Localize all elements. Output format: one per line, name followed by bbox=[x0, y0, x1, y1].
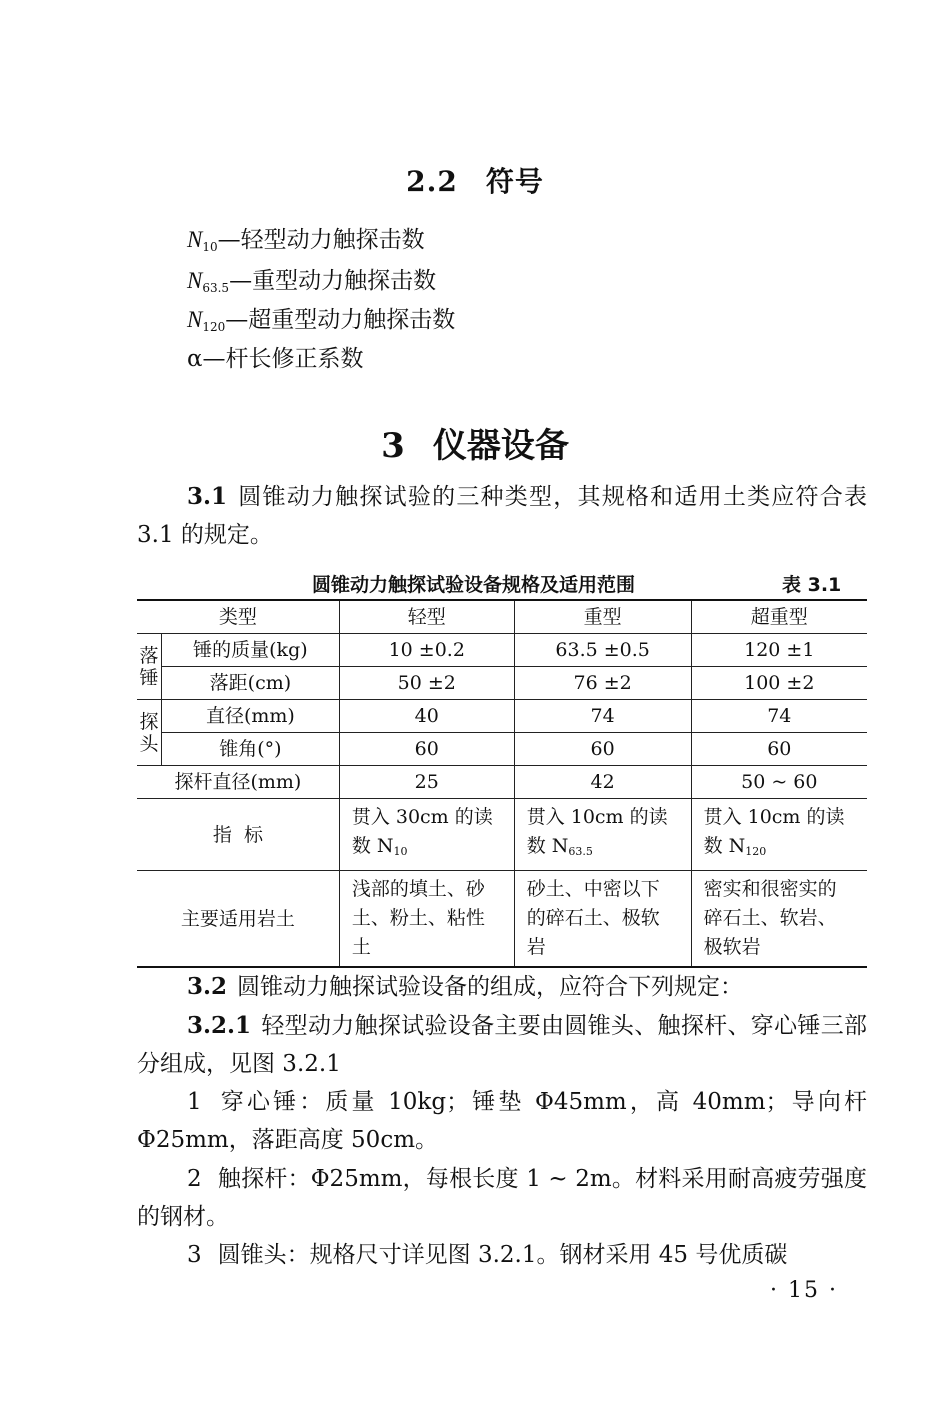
cell-text: 贯入 10cm 的读数 N bbox=[526, 806, 668, 857]
row-label: 锥角(°) bbox=[161, 733, 339, 766]
symbol-line bbox=[187, 225, 425, 262]
symbol: α bbox=[187, 346, 203, 372]
row-label: 锤的质量(kg) bbox=[161, 634, 339, 667]
row-label: 落距(cm) bbox=[161, 667, 339, 700]
cell bbox=[339, 799, 514, 871]
item-text: 穿心锤：质量 10kg；锤垫 Φ45mm，高 40mm；导向杆 Φ25mm，落距高度 50cm。 bbox=[137, 1089, 867, 1153]
cell: 25 bbox=[339, 766, 514, 799]
cell: 60 bbox=[514, 733, 691, 766]
table-header-row bbox=[137, 600, 867, 634]
section-number: 2.2 bbox=[406, 165, 458, 198]
item-text: 触探杆：Φ25mm，每根长度 1 ~ 2m。材料采用耐高疲劳强度的钢材。 bbox=[137, 1166, 867, 1230]
cell-subscript: 10 bbox=[393, 845, 408, 858]
cell: 40 bbox=[339, 700, 514, 733]
cell: 50 ~ 60 bbox=[691, 766, 867, 799]
page-number: · 15 · bbox=[770, 1278, 838, 1303]
symbol: N bbox=[187, 227, 203, 252]
chapter-title: 仪器设备 bbox=[432, 426, 569, 466]
table-row bbox=[137, 667, 867, 700]
clause-text: 圆锥动力触探试验的三种类型，其规格和适用土类应符合表 3.1 的规定。 bbox=[137, 484, 867, 548]
symbol-description: —重型动力触探击数 bbox=[229, 268, 437, 294]
cell: 74 bbox=[691, 700, 867, 733]
cell: 63.5 ±0.5 bbox=[514, 634, 691, 667]
table-row bbox=[137, 700, 867, 733]
list-item-3 bbox=[137, 1236, 867, 1274]
symbol-line bbox=[187, 266, 436, 303]
group-label-probe: 探头 bbox=[137, 700, 161, 766]
header-super-heavy: 超重型 bbox=[691, 600, 867, 634]
paragraph-3-2-1 bbox=[137, 1007, 867, 1083]
paragraph-3-1 bbox=[137, 478, 867, 554]
table-row-soil bbox=[137, 871, 867, 968]
cell: 砂土、中密以下的碎石土、极软岩 bbox=[514, 871, 691, 968]
clause-text: 轻型动力触探试验设备主要由圆锥头、触探杆、穿心锤三部分组成，见图 3.2.1 bbox=[137, 1013, 867, 1077]
header-type: 类型 bbox=[137, 600, 339, 634]
clause-number: 3.1 bbox=[187, 483, 228, 510]
cell: 50 ±2 bbox=[339, 667, 514, 700]
clause-number: 3.2 bbox=[187, 973, 228, 1000]
cell-text: 贯入 10cm 的读数 N bbox=[703, 806, 845, 857]
table-title: 圆锥动力触探试验设备规格及适用范围 bbox=[312, 574, 636, 596]
symbol-description: —杆长修正系数 bbox=[202, 346, 364, 372]
item-number: 2 bbox=[187, 1166, 202, 1192]
list-item-2 bbox=[137, 1160, 867, 1236]
cell: 120 ±1 bbox=[691, 634, 867, 667]
row-label: 直径(mm) bbox=[161, 700, 339, 733]
cell: 密实和很密实的碎石土、软岩、极软岩 bbox=[691, 871, 867, 968]
clause-text: 圆锥动力触探试验设备的组成，应符合下列规定： bbox=[237, 974, 744, 1000]
section-title: 符号 bbox=[485, 165, 544, 198]
symbol-subscript: 63.5 bbox=[202, 281, 230, 295]
symbol-subscript: 10 bbox=[202, 240, 218, 254]
symbol-description: —超重型动力触探击数 bbox=[225, 307, 456, 333]
table-row bbox=[137, 634, 867, 667]
cell: 100 ±2 bbox=[691, 667, 867, 700]
row-label: 主要适用岩土 bbox=[137, 871, 339, 968]
cell-subscript: 120 bbox=[745, 845, 767, 858]
symbol: N bbox=[187, 268, 203, 293]
paragraph-3-2 bbox=[137, 968, 867, 1006]
header-light: 轻型 bbox=[339, 600, 514, 634]
table-row bbox=[137, 766, 867, 799]
cell: 60 bbox=[691, 733, 867, 766]
row-label: 探杆直径(mm) bbox=[137, 766, 339, 799]
symbol-line bbox=[187, 305, 455, 342]
cell: 60 bbox=[339, 733, 514, 766]
symbol: N bbox=[187, 307, 203, 332]
cell-subscript: 63.5 bbox=[568, 845, 593, 858]
group-label-hammer: 落锤 bbox=[137, 634, 161, 700]
list-item-1 bbox=[137, 1083, 867, 1159]
cell: 76 ±2 bbox=[514, 667, 691, 700]
header-heavy: 重型 bbox=[514, 600, 691, 634]
cell: 42 bbox=[514, 766, 691, 799]
item-number: 3 bbox=[187, 1242, 202, 1268]
specification-table bbox=[137, 599, 867, 968]
chapter-number: 3 bbox=[381, 426, 405, 466]
cell-text: 贯入 30cm 的读数 N bbox=[351, 806, 493, 857]
item-number: 1 bbox=[187, 1089, 202, 1115]
cell bbox=[514, 799, 691, 871]
chapter-heading bbox=[0, 418, 950, 467]
cell: 74 bbox=[514, 700, 691, 733]
symbol-line bbox=[187, 344, 364, 374]
symbol-description: —轻型动力触探击数 bbox=[217, 227, 425, 253]
item-text: 圆锥头：规格尺寸详见图 3.2.1。钢材采用 45 号优质碳 bbox=[217, 1242, 788, 1268]
cell: 浅部的填土、砂土、粉土、粘性土 bbox=[339, 871, 514, 968]
table-row bbox=[137, 733, 867, 766]
row-label: 指 标 bbox=[137, 799, 339, 871]
cell bbox=[691, 799, 867, 871]
clause-number: 3.2.1 bbox=[187, 1012, 252, 1039]
section-heading-2-2 bbox=[0, 160, 950, 200]
symbol-subscript: 120 bbox=[202, 320, 226, 334]
table-row-index bbox=[137, 799, 867, 871]
cell: 10 ±0.2 bbox=[339, 634, 514, 667]
table-number: 表 3.1 bbox=[782, 574, 842, 596]
